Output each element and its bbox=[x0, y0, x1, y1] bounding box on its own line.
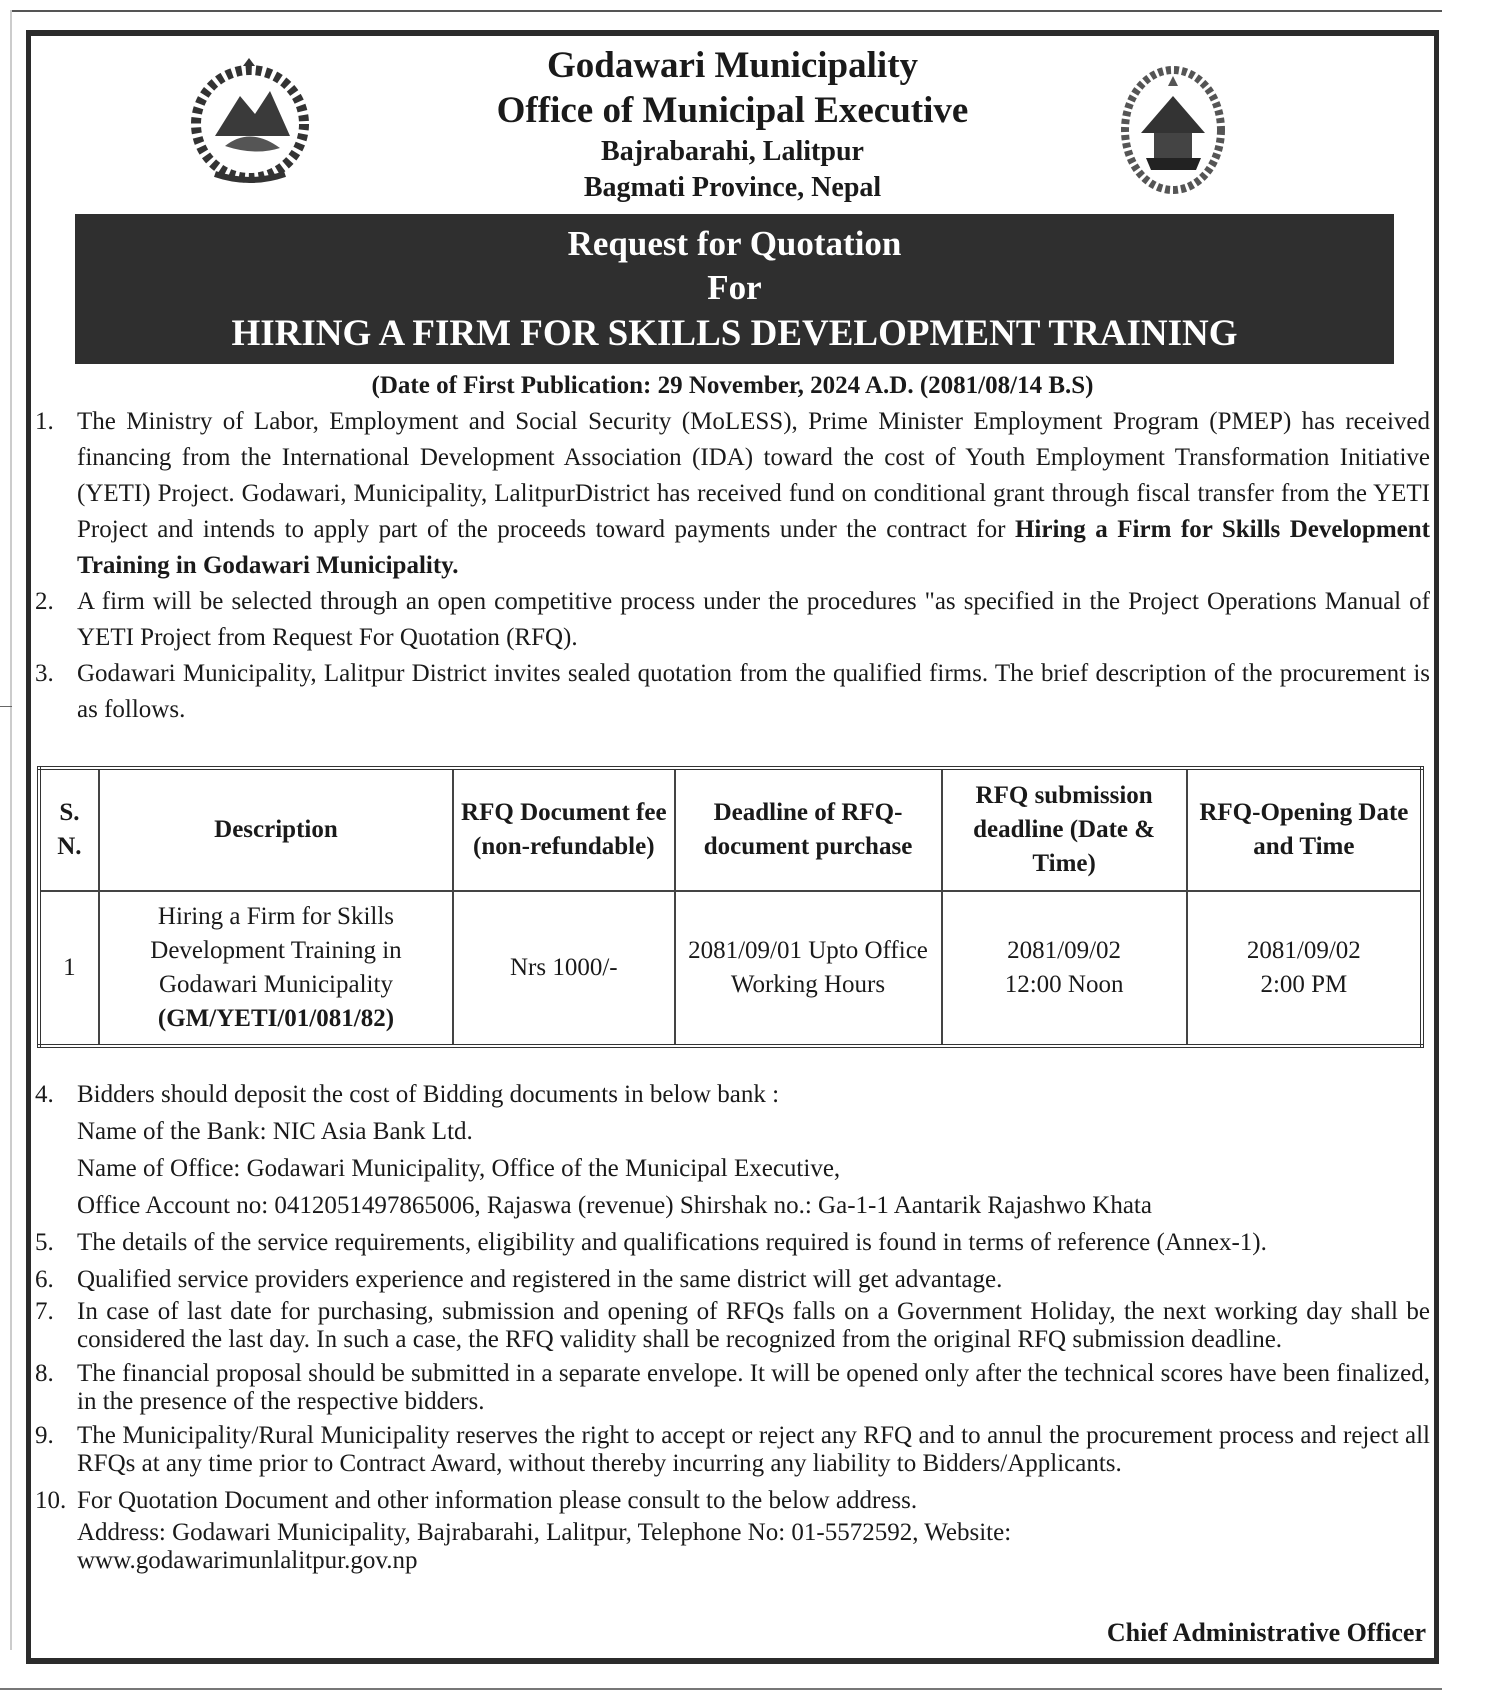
col-submission-deadline: RFQ submission deadline (Date & Time) bbox=[942, 768, 1187, 891]
left-rule bbox=[10, 10, 12, 1650]
clause-text: Qualified service providers experience and registered in the same district will get advantage. bbox=[77, 1266, 1003, 1293]
account-number: Office Account no: 0412051497865006, Rajaswa (revenue) Shirshak no.: Ga-1-1 Aantarik Rajashwo Khata bbox=[77, 1192, 1152, 1219]
procurement-table bbox=[37, 766, 1424, 1048]
clauses-4-10 bbox=[35, 1076, 1430, 1575]
clause-10 bbox=[35, 1482, 1430, 1575]
clause-number: 3. bbox=[35, 660, 54, 687]
bank-name: Name of the Bank: NIC Asia Bank Ltd. bbox=[77, 1118, 473, 1145]
title-banner bbox=[75, 214, 1394, 364]
clause-text: In case of last date for purchasing, submission and opening of RFQs falls on a Government Holiday, the next working day shall be considered the last day. In such a case, the RFQ validity shall be recognized from the original RFQ submission deadline. bbox=[77, 1298, 1430, 1353]
clause-1 bbox=[35, 404, 1430, 584]
clause-4 bbox=[35, 1076, 1430, 1224]
clause-number: 1. bbox=[35, 408, 54, 435]
clause-text: Godawari Municipality, Lalitpur District invites sealed quotation from the qualified firms. The brief description of the procurement is as follows. bbox=[77, 660, 1430, 723]
clause-number: 5. bbox=[35, 1229, 54, 1256]
publication-date: (Date of First Publication: 29 November, 2024 A.D. (2081/08/14 B.S) bbox=[371, 372, 1094, 399]
table-row bbox=[39, 891, 1422, 1046]
signature: Chief Administrative Officer bbox=[1106, 1618, 1426, 1647]
clause-text: The Municipality/Rural Municipality reserves the right to accept or reject any RFQ and to annul the procurement process and reject all RFQs at any time prior to Contract Award, without thereby incurring any liability to Bidders/Applicants. bbox=[77, 1422, 1430, 1477]
cell-description bbox=[99, 891, 453, 1046]
opening-date: 2081/09/02 bbox=[1246, 937, 1361, 964]
clause-text: The Ministry of Labor, Employment and Social Security (MoLESS), Prime Minister Employment Program (PMEP) has received financing from the International Development Association (IDA) toward the cost of Youth Employment Transformation Initiative (YETI) Project. Godawari, Municipality, LalitpurDistrict has received fund on conditional grant through fiscal transfer from the YETI Project and intends to apply part of the proceeds toward payments under the contract for bbox=[77, 408, 1430, 543]
clause-text: The financial proposal should be submitted in a separate envelope. It will be opened only after the technical scores have been finalized, in the presence of the respective bidders. bbox=[77, 1360, 1430, 1415]
col-purchase-deadline: Deadline of RFQ-document purchase bbox=[675, 768, 942, 891]
godawari-municipality-logo-icon bbox=[1116, 58, 1231, 198]
contact-address: Address: Godawari Municipality, Bajrabarahi, Lalitpur, Telephone No: 01-5572592, Website: www.godawarimunlalitpur.gov.np bbox=[77, 1519, 1012, 1574]
clauses-1-3 bbox=[35, 404, 1430, 728]
address-line-1: Bajrabarahi, Lalitpur bbox=[601, 136, 864, 167]
clause-text: A firm will be selected through an open competitive process under the procedures "as specified in the Project Operations Manual of YETI Project from Request For Quotation (RFQ). bbox=[77, 588, 1430, 651]
clause-bold-text: Hiring a Firm for Skills Development Training in Godawari Municipality. bbox=[77, 516, 1430, 579]
submission-date: 2081/09/02 bbox=[1007, 937, 1122, 964]
clause-number: 4. bbox=[35, 1081, 54, 1108]
clause-number: 10. bbox=[35, 1487, 67, 1514]
banner-for: For bbox=[707, 268, 762, 307]
office-name-line: Name of Office: Godawari Municipality, Office of the Municipal Executive, bbox=[77, 1155, 841, 1182]
clause-5 bbox=[35, 1224, 1430, 1261]
clause-text: The details of the service requirements, eligibility and qualifications required is found in terms of reference (Annex-1). bbox=[77, 1229, 1267, 1256]
cell-purchase-deadline: 2081/09/01 Upto Office Working Hours bbox=[675, 891, 942, 1046]
col-opening: RFQ-Opening Date and Time bbox=[1187, 768, 1422, 891]
cell-fee: Nrs 1000/- bbox=[453, 891, 674, 1046]
address-line-2: Bagmati Province, Nepal bbox=[583, 172, 882, 203]
col-description: Description bbox=[99, 768, 453, 891]
top-rule bbox=[10, 10, 1442, 12]
left-tick bbox=[0, 706, 12, 707]
clause-number: 6. bbox=[35, 1266, 54, 1293]
cell-submission-deadline bbox=[942, 891, 1187, 1046]
bottom-rule bbox=[0, 1688, 1442, 1690]
office-name: Office of Municipal Executive bbox=[496, 90, 969, 131]
banner-subject: HIRING A FIRM FOR SKILLS DEVELOPMENT TRAINING bbox=[231, 313, 1238, 354]
banner-title: Request for Quotation bbox=[567, 224, 902, 263]
col-fee: RFQ Document fee (non-refundable) bbox=[453, 768, 674, 891]
clause-8 bbox=[35, 1360, 1430, 1416]
table-header-row bbox=[39, 768, 1422, 891]
clause-7 bbox=[35, 1298, 1430, 1354]
clause-2 bbox=[35, 584, 1430, 656]
clause-number: 2. bbox=[35, 588, 54, 615]
reference-code: (GM/YETI/01/081/82) bbox=[157, 1005, 395, 1032]
org-name: Godawari Municipality bbox=[546, 45, 919, 86]
clause-3 bbox=[35, 656, 1430, 728]
notice-frame bbox=[26, 30, 1439, 1664]
clause-number: 8. bbox=[35, 1360, 54, 1387]
clause-text: Bidders should deposit the cost of Bidding documents in below bank : bbox=[77, 1081, 780, 1108]
cell-sn: 1 bbox=[39, 891, 99, 1046]
submission-time: 12:00 Noon bbox=[1004, 971, 1124, 998]
clause-6 bbox=[35, 1261, 1430, 1298]
description-text: Hiring a Firm for Skills Development Training in Godawari Municipality bbox=[150, 903, 402, 998]
clause-text: For Quotation Document and other information please consult to the below address. bbox=[77, 1487, 918, 1514]
opening-time: 2:00 PM bbox=[1260, 971, 1348, 998]
col-sn: S. N. bbox=[39, 768, 99, 891]
clause-9 bbox=[35, 1422, 1430, 1478]
cell-opening bbox=[1187, 891, 1422, 1046]
clause-number: 7. bbox=[35, 1298, 54, 1325]
notice-header bbox=[31, 36, 1434, 208]
clause-number: 9. bbox=[35, 1422, 54, 1449]
